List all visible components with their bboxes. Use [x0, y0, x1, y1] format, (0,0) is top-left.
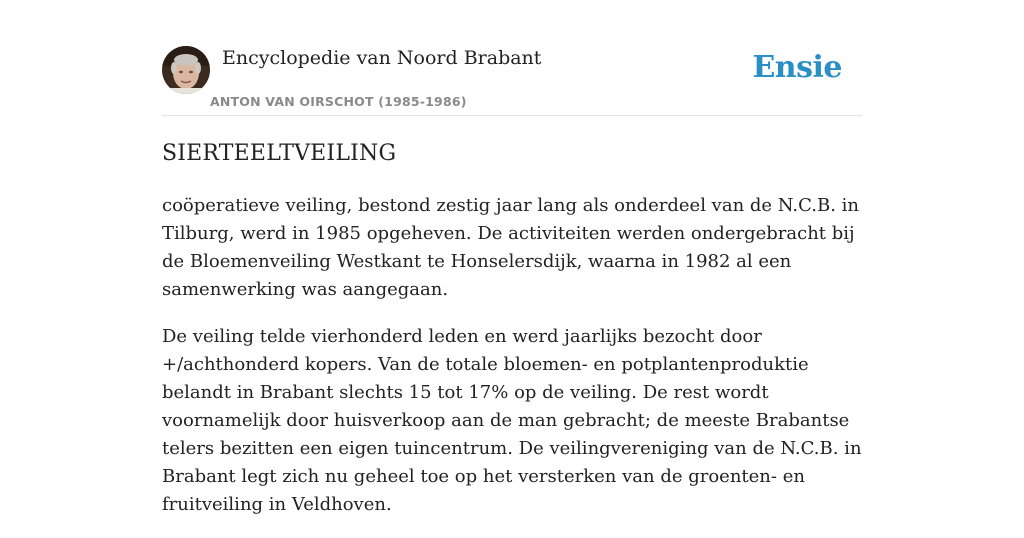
author-portrait-icon	[162, 46, 210, 94]
book-title-link[interactable]: Encyclopedie van Noord Brabant	[222, 47, 542, 69]
author-avatar[interactable]	[162, 46, 210, 94]
entry-paragraph: coöperatieve veiling, bestond zestig jaar lang als onderdeel van de N.C.B. in Tilburg, werd in 1985 opgeheven. De activiteiten werden ondergebracht bij de Bloemenveiling Westkant te Honselersdijk, waarna in 1982 al een samenwerking was aangegaan.	[162, 195, 859, 300]
entry-paragraph: De veiling telde vierhonderd leden en werd jaarlijks bezocht door +/achthonderd kopers. Van de totale bloemen- en potplantenproduktie belandt in Brabant slechts 15 tot 17% op de veiling. De rest wordt voornamelijk door huisverkoop aan de man gebracht; de meeste Brabantse telers bezitten een eigen tuincentrum. De veilingvereniging van de N.C.B. in Brabant legt zich nu geheel toe op het versterken van de groenten- en fruitveiling in Veldhoven.	[162, 326, 862, 515]
entry-body	[162, 192, 872, 538]
author-name[interactable]: ANTON VAN OIRSCHOT (1985-1986)	[210, 94, 467, 109]
entry-title: SIERTEELTVEILING	[162, 141, 397, 166]
header-divider	[162, 115, 862, 116]
ensie-logo[interactable]: Ensie	[752, 50, 842, 85]
page-header	[162, 46, 862, 116]
